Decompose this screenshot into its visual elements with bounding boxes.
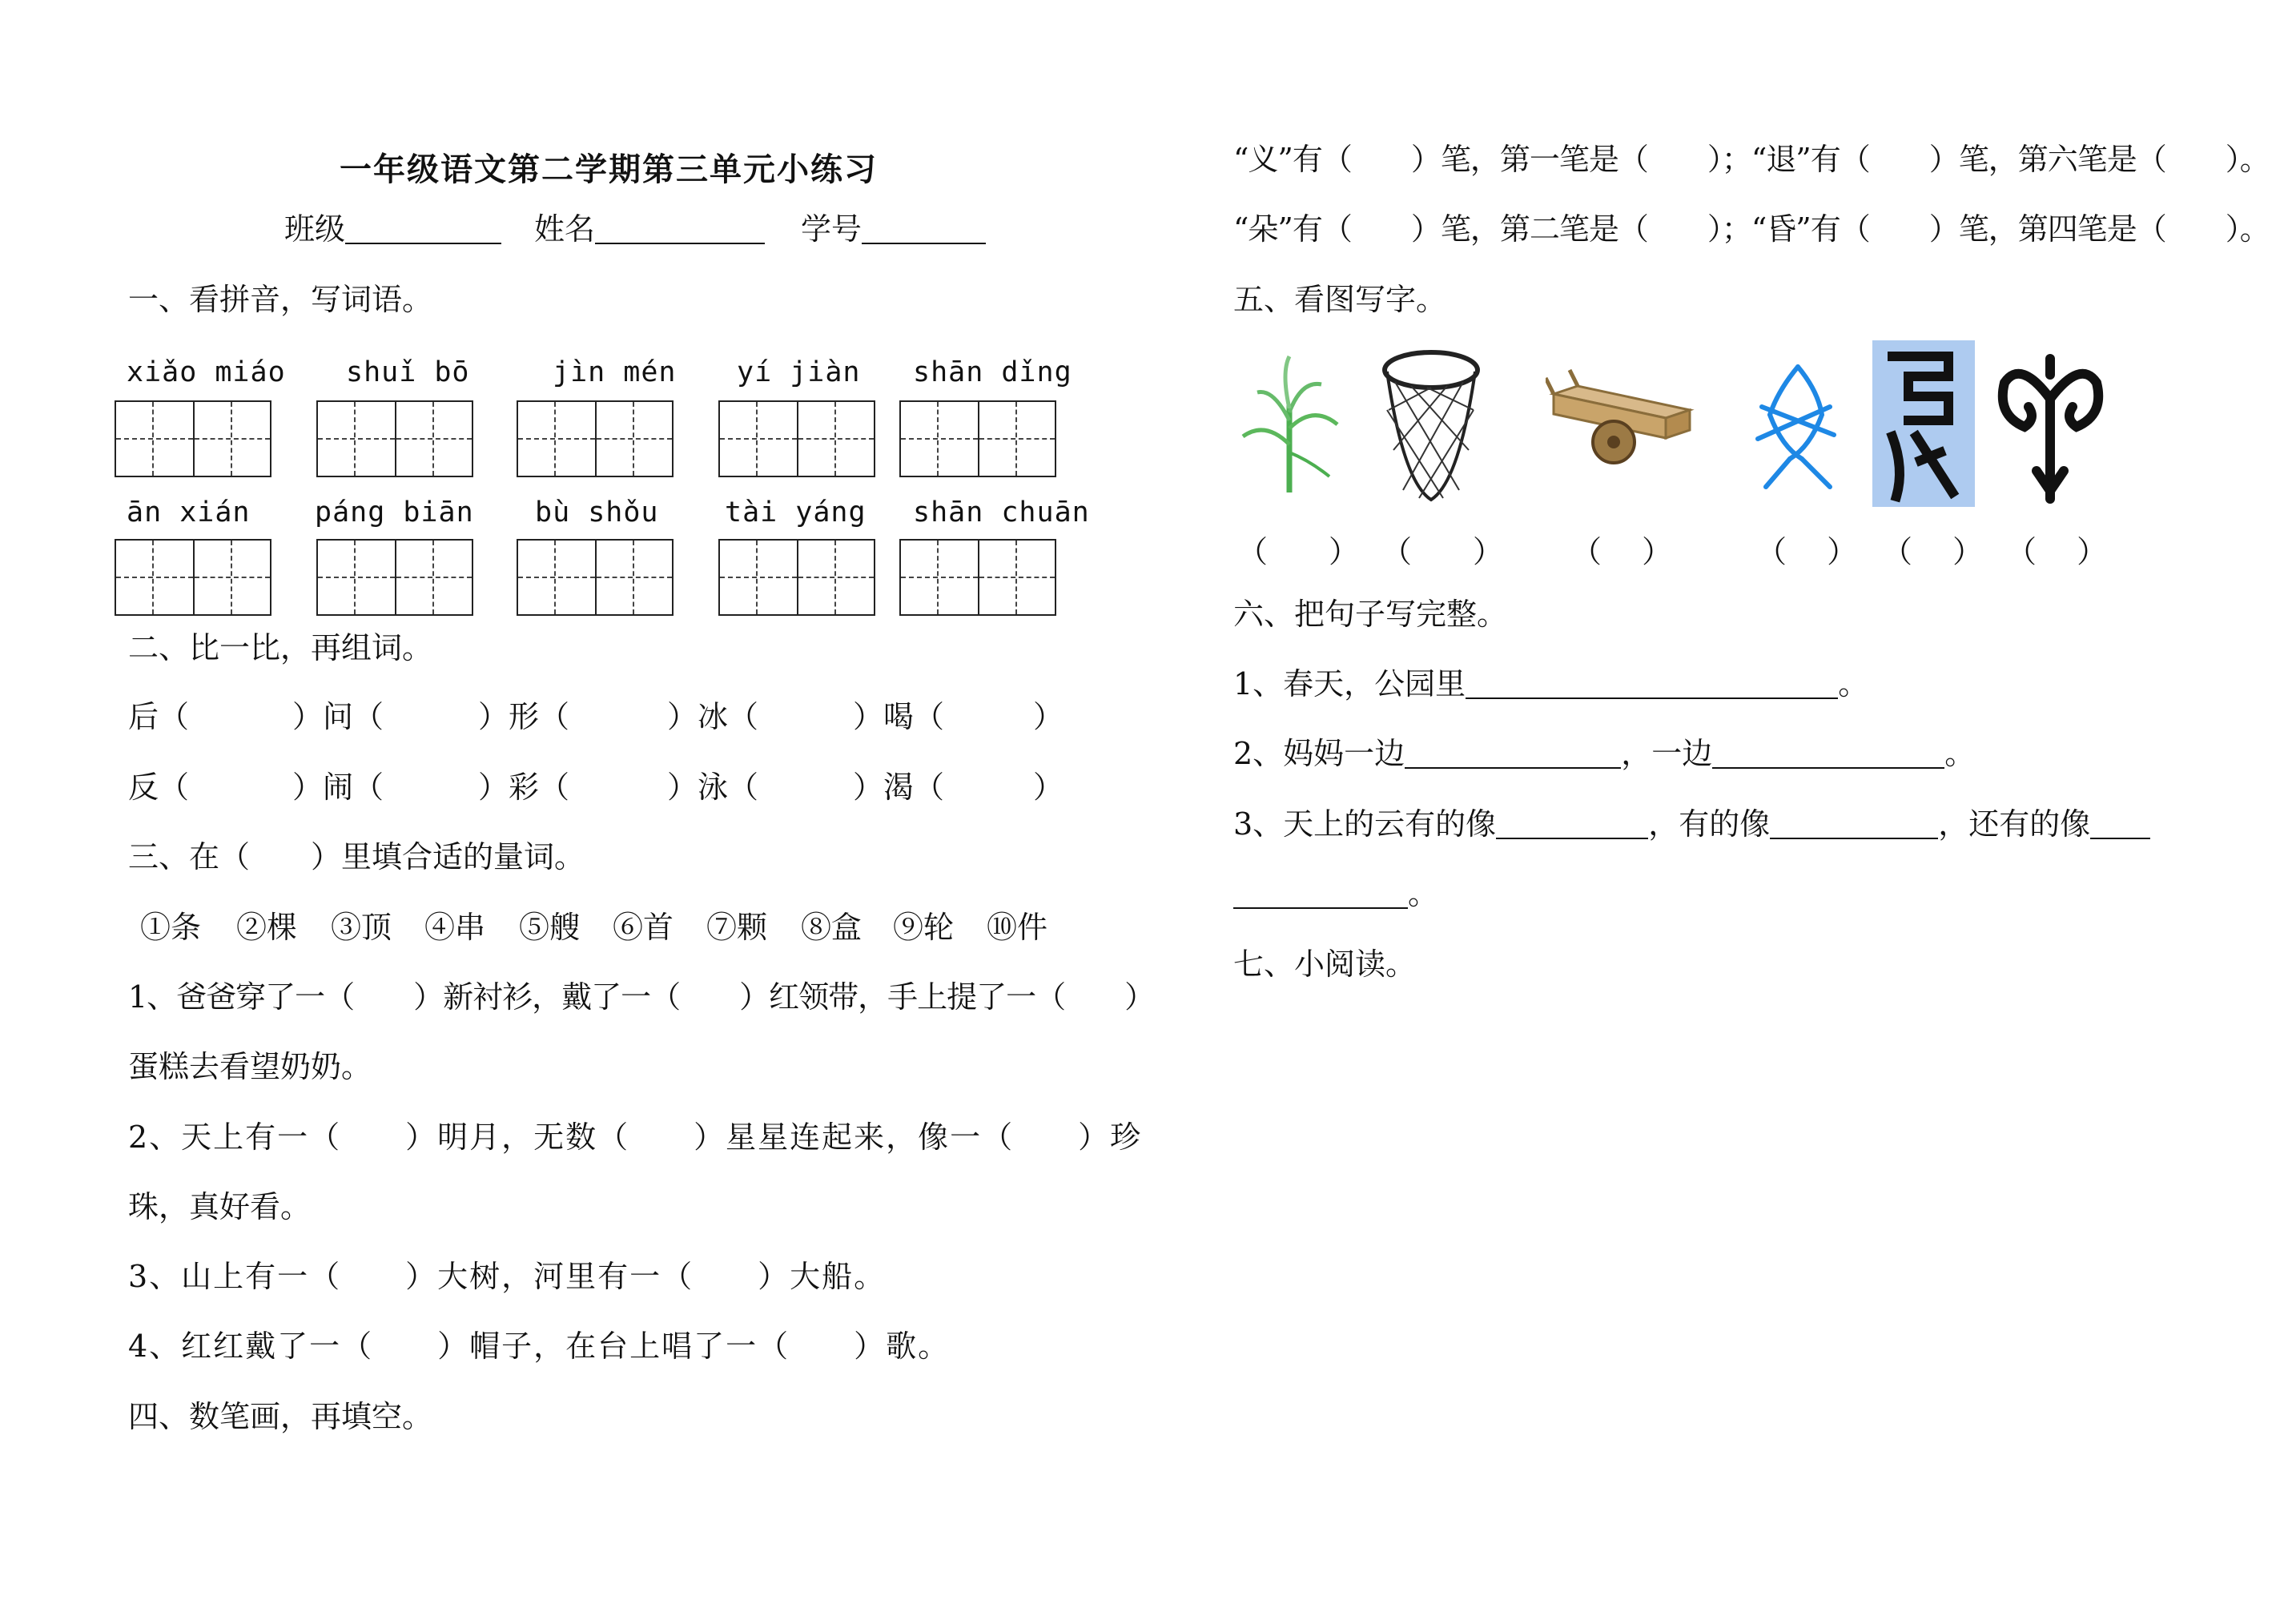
compare-word: ）喝（ <box>853 699 945 734</box>
question-2-line-1: 2、天上有一（ ）明月，无数（ ）星星连起来，像一（ ）珍 <box>128 1120 1143 1155</box>
sentence-3-blank-1[interactable] <box>1496 809 1648 839</box>
writing-grid[interactable] <box>899 539 1056 616</box>
fish-glyph-icon <box>1746 359 1850 491</box>
sentence-3-mid-1: ，有的像 <box>1648 806 1771 842</box>
writing-grid[interactable] <box>718 539 875 616</box>
measure-word: ⑧盒 <box>801 910 863 945</box>
compare-word: ）泳（ <box>667 770 759 805</box>
sentence-3-blank-3[interactable] <box>2090 809 2150 839</box>
compare-word: ） <box>1033 699 1064 734</box>
seedling-icon <box>1233 348 1345 496</box>
section-3-heading: 三、在（ ）里填合适的量词。 <box>128 839 585 874</box>
name-blank[interactable] <box>595 214 765 244</box>
writing-grid[interactable] <box>517 400 674 477</box>
writing-grid[interactable] <box>115 400 271 477</box>
measure-word: ⑨轮 <box>893 910 955 945</box>
compare-word: 反（ <box>128 770 190 805</box>
writing-grid[interactable] <box>718 400 875 477</box>
question-1-line-2: 蛋糕去看望奶奶。 <box>128 1049 372 1084</box>
bamboo-glyph-icon <box>1988 351 2113 504</box>
pinyin: shān chuān <box>913 496 1090 529</box>
pinyin: páng biān <box>315 496 474 529</box>
net-icon <box>1379 346 1483 506</box>
compare-word: ）渴（ <box>853 770 945 805</box>
sentence-2-mid: ，一边 <box>1621 736 1713 771</box>
question-1-line-1: 1、爸爸穿了一（ ）新衬衫，戴了一（ ）红领带，手上提了一（ ） <box>128 979 1155 1015</box>
question-2-line-2: 珠，真好看。 <box>128 1189 312 1224</box>
section-7-heading: 七、小阅读。 <box>1233 947 1417 982</box>
measure-word: ②棵 <box>236 910 298 945</box>
pinyin: yí jiàn <box>737 356 861 388</box>
compare-word: ）彩（ <box>478 770 570 805</box>
pinyin: bù shǒu <box>535 496 659 529</box>
sentence-3-start: 3、天上的云有的像 <box>1233 806 1497 842</box>
sentence-1-end: 。 <box>1838 666 1869 701</box>
question-3: 3、山上有一（ ）大树，河里有一（ ）大船。 <box>128 1259 887 1294</box>
sentence-3-mid-2: ，还有的像 <box>1938 806 2091 842</box>
sentence-2-blank-1[interactable] <box>1405 738 1621 769</box>
class-field <box>284 211 501 247</box>
compare-word: ）冰（ <box>667 699 759 734</box>
name-label: 姓名 <box>534 211 596 247</box>
writing-grid[interactable] <box>316 539 473 616</box>
sentence-2-end: 。 <box>1944 736 1976 771</box>
class-blank[interactable] <box>345 214 501 244</box>
answer-paren[interactable]: （ ） <box>1381 534 1504 569</box>
sentence-3-blank-4[interactable] <box>1233 878 1408 909</box>
section-5-heading: 五、看图写字。 <box>1233 282 1447 317</box>
stroke-line-1: “义”有（ ）笔，第一笔是（ ）；“退”有（ ）笔，第六笔是（ ）。 <box>1233 142 2270 177</box>
answer-paren[interactable]: （ ） <box>1882 534 1984 569</box>
page-title: 一年级语文第二学期第三单元小练习 <box>340 151 878 188</box>
writing-grid[interactable] <box>316 400 473 477</box>
writing-grid[interactable] <box>115 539 271 616</box>
sentence-1 <box>1233 666 1869 701</box>
pinyin: jìn mén <box>553 356 677 388</box>
pinyin: xiǎo miáo <box>127 356 286 388</box>
measure-word: ⑤艘 <box>519 910 581 945</box>
id-blank[interactable] <box>862 214 986 244</box>
id-field <box>801 211 986 247</box>
sentence-1-blank[interactable] <box>1466 669 1838 699</box>
sentence-3-continued <box>1233 878 1438 909</box>
stroke-line-2: “朵”有（ ）笔，第二笔是（ ）；“昏”有（ ）笔，第四笔是（ ）。 <box>1233 211 2270 247</box>
compare-word: ）闹（ <box>292 770 384 805</box>
question-4: 4、红红戴了一（ ）帽子，在台上唱了一（ ）歌。 <box>128 1329 951 1364</box>
pinyin: tài yáng <box>725 496 867 529</box>
measure-word: ④串 <box>424 910 486 945</box>
answer-paren[interactable]: （ ） <box>1237 534 1360 569</box>
sentence-3 <box>1233 806 2150 842</box>
cart-icon <box>1546 362 1698 474</box>
sentence-1-start: 1、春天，公园里 <box>1233 666 1466 701</box>
class-label: 班级 <box>284 211 346 247</box>
sentence-3-blank-2[interactable] <box>1770 809 1938 839</box>
compare-word: ） <box>1033 770 1064 805</box>
name-field <box>534 211 765 247</box>
sentence-2 <box>1233 738 1975 769</box>
writing-grid[interactable] <box>517 539 674 616</box>
sentence-2-start: 2、妈妈一边 <box>1233 736 1405 771</box>
compare-word: 后（ <box>128 699 190 734</box>
sentence-2-blank-2[interactable] <box>1712 738 1944 769</box>
sentence-3-end: 。 <box>1408 876 1439 911</box>
compare-word: ）问（ <box>292 699 384 734</box>
section-6-heading: 六、把句子写完整。 <box>1233 597 1508 632</box>
pinyin: ān xián <box>127 496 251 529</box>
pinyin: shuǐ bō <box>346 356 470 388</box>
pinyin: shān dǐng <box>913 356 1072 388</box>
measure-word: ⑥首 <box>613 910 674 945</box>
measure-word: ⑩件 <box>987 910 1048 945</box>
measure-word: ①条 <box>140 910 202 945</box>
horse-glyph-icon <box>1872 340 1975 507</box>
compare-word: ）形（ <box>478 699 570 734</box>
section-2-heading: 二、比一比，再组词。 <box>128 630 433 665</box>
answer-paren[interactable]: （ ） <box>1756 534 1858 569</box>
section-1-heading: 一、看拼音，写词语。 <box>128 282 433 317</box>
writing-grid[interactable] <box>899 400 1056 477</box>
measure-word: ③顶 <box>331 910 392 945</box>
measure-word: ⑦颗 <box>706 910 768 945</box>
answer-paren[interactable]: （ ） <box>1571 534 1673 569</box>
section-4-heading: 四、数笔画，再填空。 <box>128 1399 433 1434</box>
id-label: 学号 <box>801 211 863 247</box>
answer-paren[interactable]: （ ） <box>2006 534 2108 569</box>
